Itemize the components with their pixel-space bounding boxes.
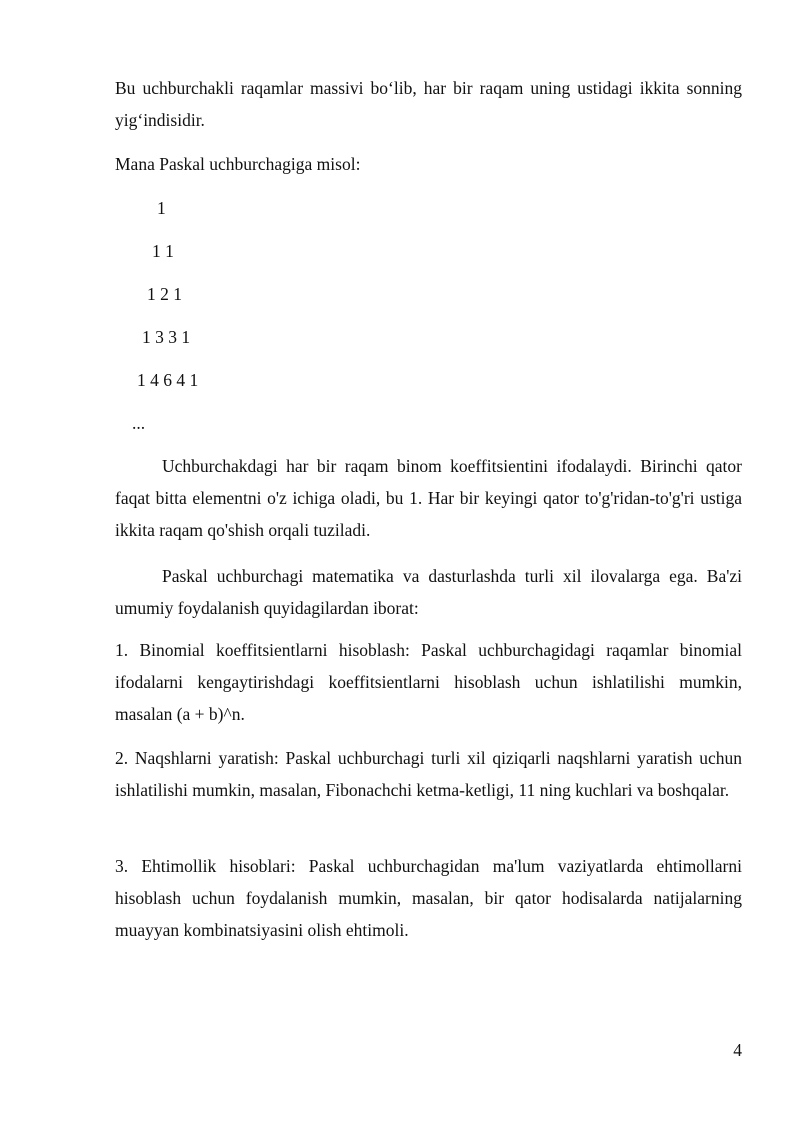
triangle-row-5: 1 4 6 4 1: [137, 370, 199, 390]
triangle-row-2: 1 1: [152, 241, 174, 261]
intro-paragraph: Bu uchburchakli raqamlar massivi bo‘lib, har bir raqam uning ustidagi ikkita sonning yig‘indisidir.: [115, 78, 742, 130]
applications-paragraph: Paskal uchburchagi matematika va dasturlashda turli xil ilovalarga ega. Ba'zi umumiy foydalanish quyidagilardan iborat:: [115, 566, 742, 618]
triangle-row-4: 1 3 3 1: [142, 327, 191, 347]
description-paragraph: Uchburchakdagi har bir raqam binom koeffitsientini ifodalaydi. Birinchi qator faqat bitta elementni o'z ichiga oladi, bu 1. Har bir keyingi qator to'g'ridan-to'g'ri ustiga ikkita raqam qo'shish orqali tuziladi.: [115, 456, 742, 540]
triangle-ellipsis: ...: [132, 413, 146, 433]
example-heading: Mana Paskal uchburchagiga misol:: [115, 154, 361, 174]
triangle-row-1: 1: [157, 198, 166, 218]
page-number: 4: [733, 1040, 742, 1060]
list-item: 1. Binomial koeffitsientlarni hisoblash: Paskal uchburchagidagi raqamlar binomial ifodalarni kengaytirishdagi koeffitsientlarni hisoblash uchun ishlatilishi mumkin, masalan (a + b)^n.: [115, 640, 742, 724]
triangle-row-3: 1 2 1: [147, 284, 182, 304]
list-item: 3. Ehtimollik hisoblari: Paskal uchburchagidan ma'lum vaziyatlarda ehtimollarni hisoblash uchun foydalanish mumkin, masalan, bir qator hodisalarda natijalarning muayyan kombinatsiyasini olish ehtimoli.: [115, 856, 742, 940]
list-item: 2. Naqshlarni yaratish: Paskal uchburchagi turli xil qiziqarli naqshlarni yaratish uchun ishlatilishi mumkin, masalan, Fibonachchi ketma-ketligi, 11 ning kuchlari va boshqalar.: [115, 748, 742, 800]
